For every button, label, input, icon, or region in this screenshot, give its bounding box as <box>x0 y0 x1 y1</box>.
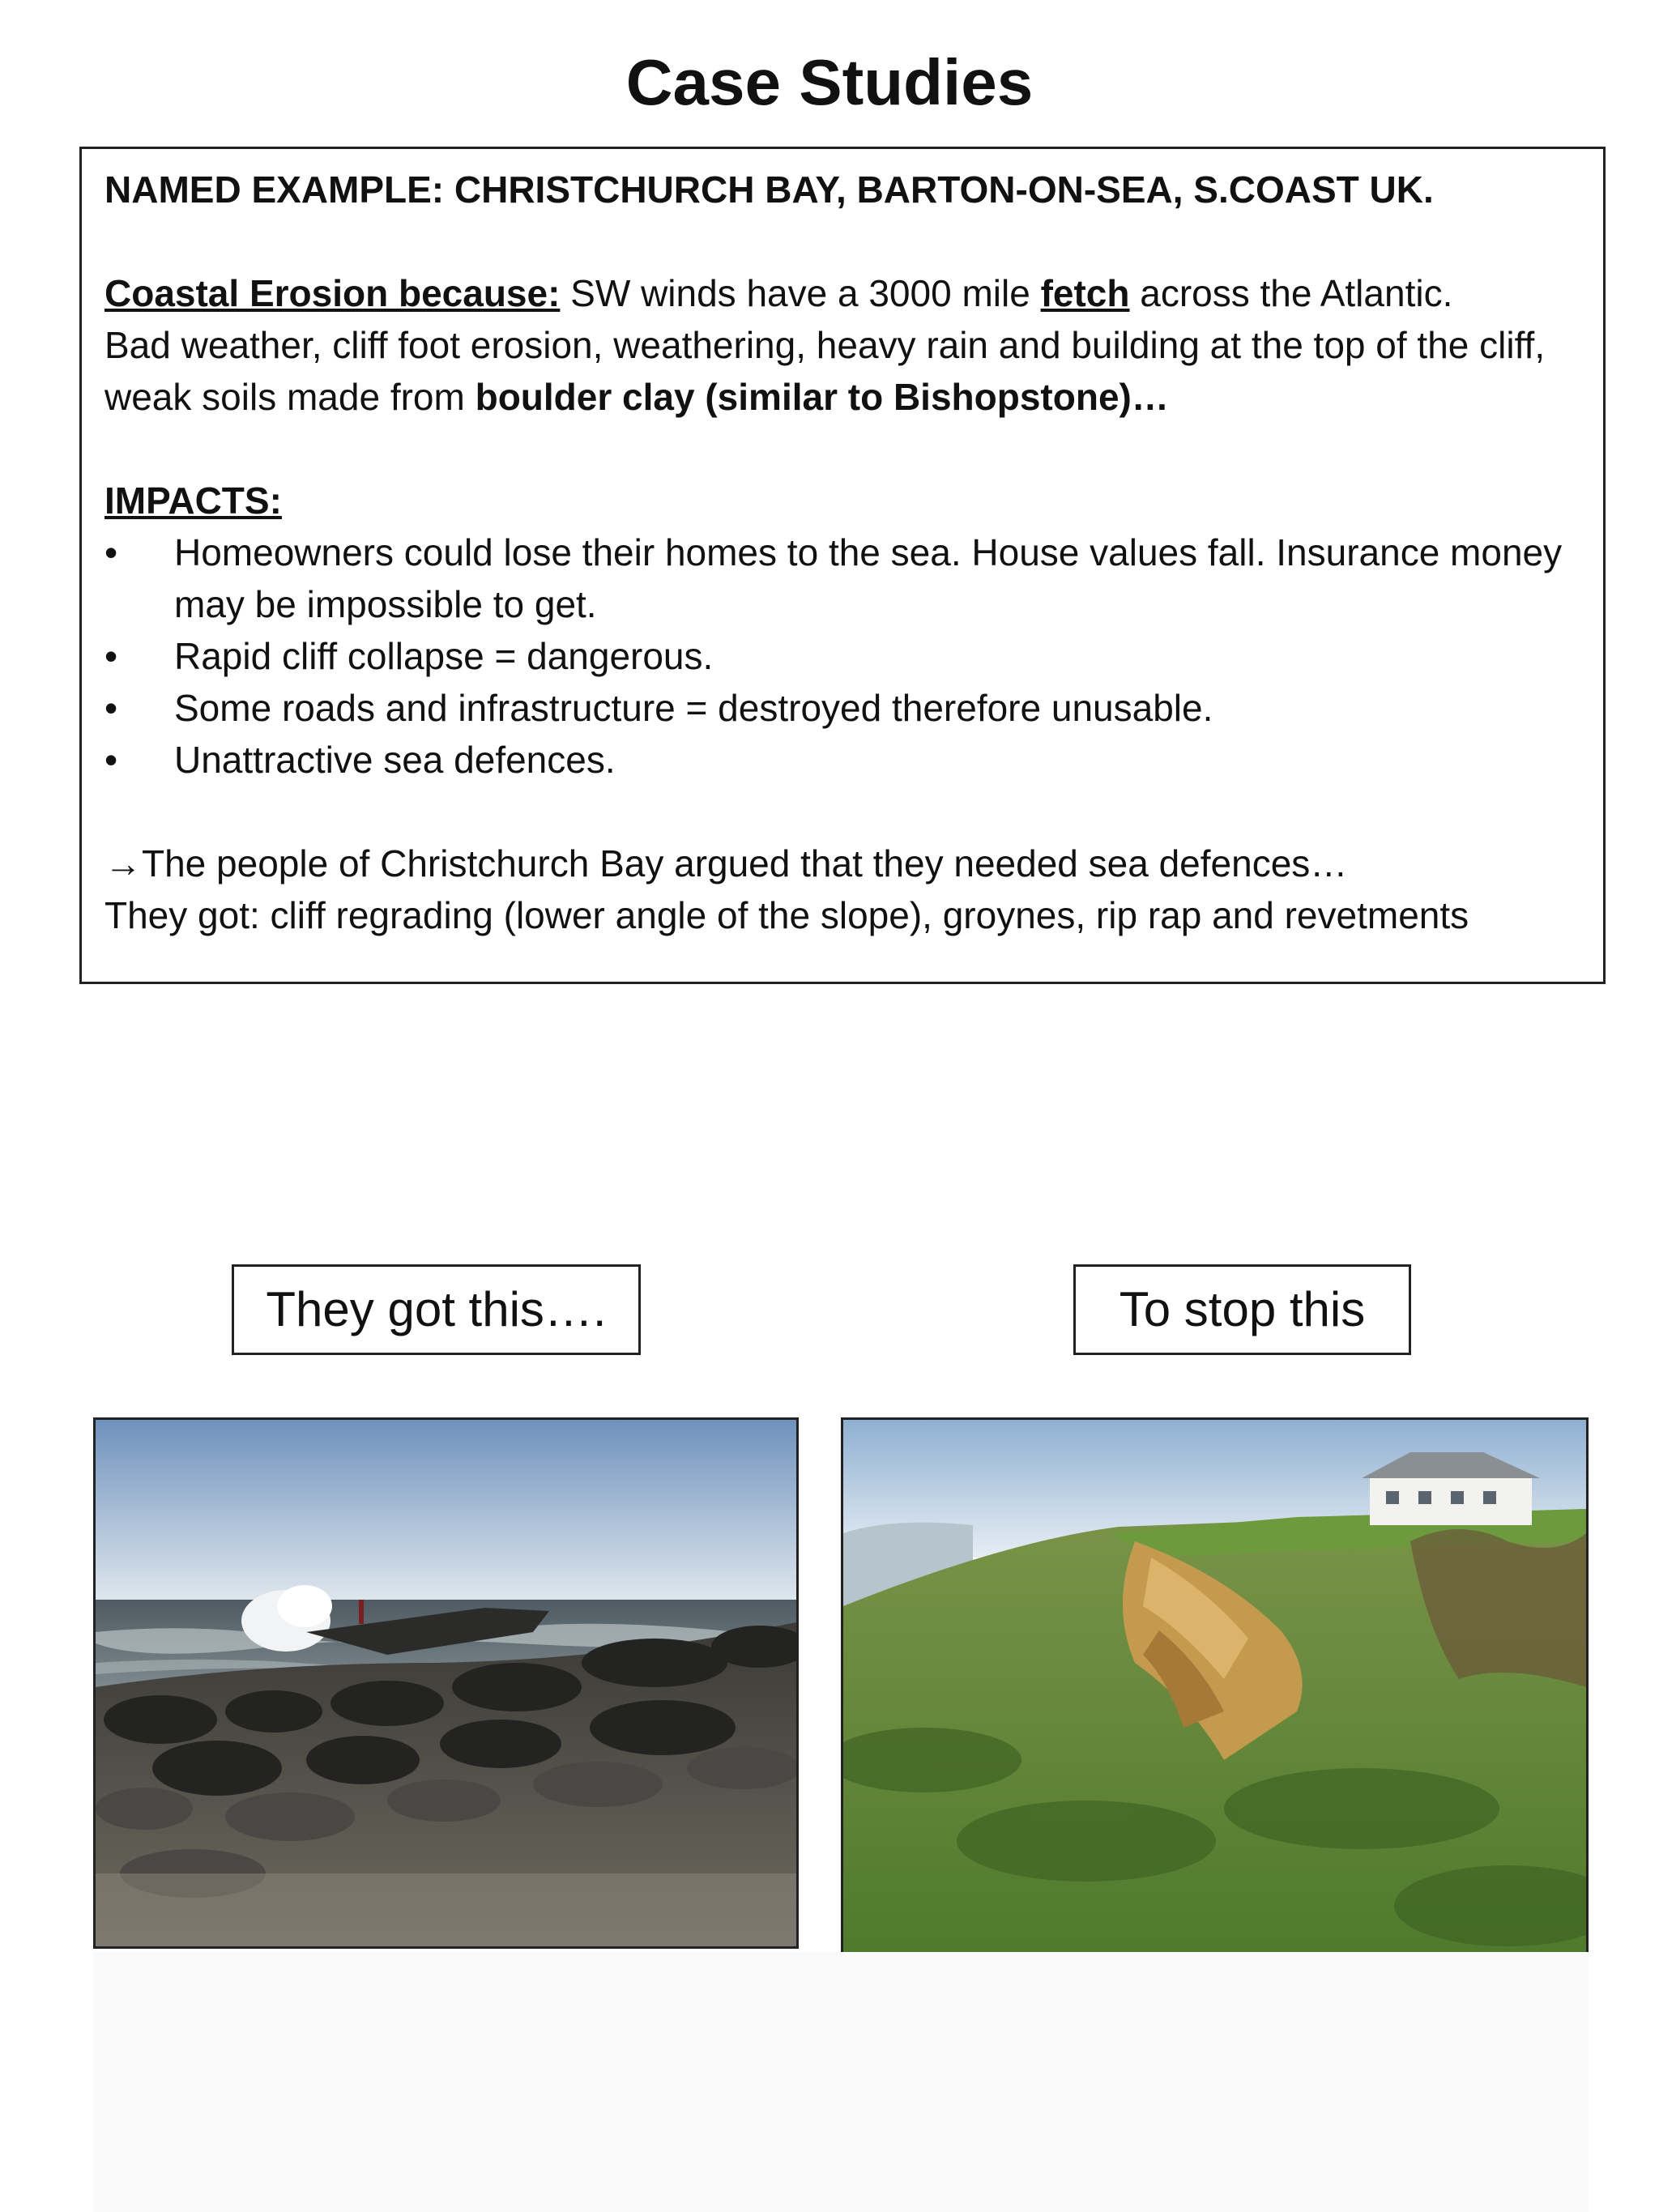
list-item <box>104 526 1580 630</box>
caption-to-stop-this: To stop this <box>1073 1264 1411 1355</box>
erosion-text-3: Bad weather, cliff foot erosion, weathering, heavy rain and building at the top of the cliff, weak soils made from <box>104 324 1546 418</box>
impacts-list <box>104 526 1580 786</box>
spacer <box>104 786 1580 837</box>
page-title: Case Studies <box>625 46 1034 118</box>
fetch-term: fetch <box>1040 272 1130 314</box>
erosion-paragraph <box>104 267 1580 319</box>
bullet-icon: • <box>104 635 118 677</box>
bullet-icon: • <box>104 531 118 573</box>
boulder-clay-term: boulder clay (similar to Bishopstone)… <box>475 376 1169 418</box>
list-item <box>104 734 1580 786</box>
named-example-heading: NAMED EXAMPLE: CHRISTCHURCH BAY, BARTON-ON-SEA, S.COAST UK. <box>104 168 1434 211</box>
erosion-text-2: across the Atlantic. <box>1129 272 1453 314</box>
got-text: They got: cliff regrading (lower angle of the slope), groynes, rip rap and revetments <box>104 894 1469 936</box>
rock-armour-groyne-image <box>96 1420 796 1946</box>
erosion-heading: Coastal Erosion because: <box>104 272 561 314</box>
bullet-icon: • <box>104 739 118 781</box>
caption-they-got-this: They got this…. <box>232 1264 641 1355</box>
cliff-landslide-image <box>843 1420 1586 1954</box>
argued-text: The people of Christchurch Bay argued that they needed sea defences… <box>142 842 1348 884</box>
bullet-icon: • <box>104 687 118 729</box>
erosion-text-1: SW winds have a 3000 mile <box>560 272 1041 314</box>
photo-cliff-collapse <box>841 1417 1589 2035</box>
blank-region <box>93 1952 1589 2212</box>
impact-text: Homeowners could lose their homes to the sea. House values fall. Insurance money may be impossible to get. <box>174 531 1563 625</box>
impact-text: Rapid cliff collapse = dangerous. <box>174 635 714 677</box>
impact-text: Unattractive sea defences. <box>174 739 616 781</box>
list-item <box>104 682 1580 734</box>
case-study-box <box>79 147 1606 984</box>
erosion-causes <box>104 319 1580 423</box>
spacer <box>104 215 1580 267</box>
photo-sea-defences <box>93 1417 799 1949</box>
list-item <box>104 630 1580 682</box>
arrow-right-icon: → <box>104 842 142 884</box>
impacts-heading: IMPACTS: <box>104 479 282 522</box>
spacer <box>104 423 1580 475</box>
impact-text: Some roads and infrastructure = destroyed therefore unusable. <box>174 687 1213 729</box>
argued-paragraph <box>104 837 1580 889</box>
